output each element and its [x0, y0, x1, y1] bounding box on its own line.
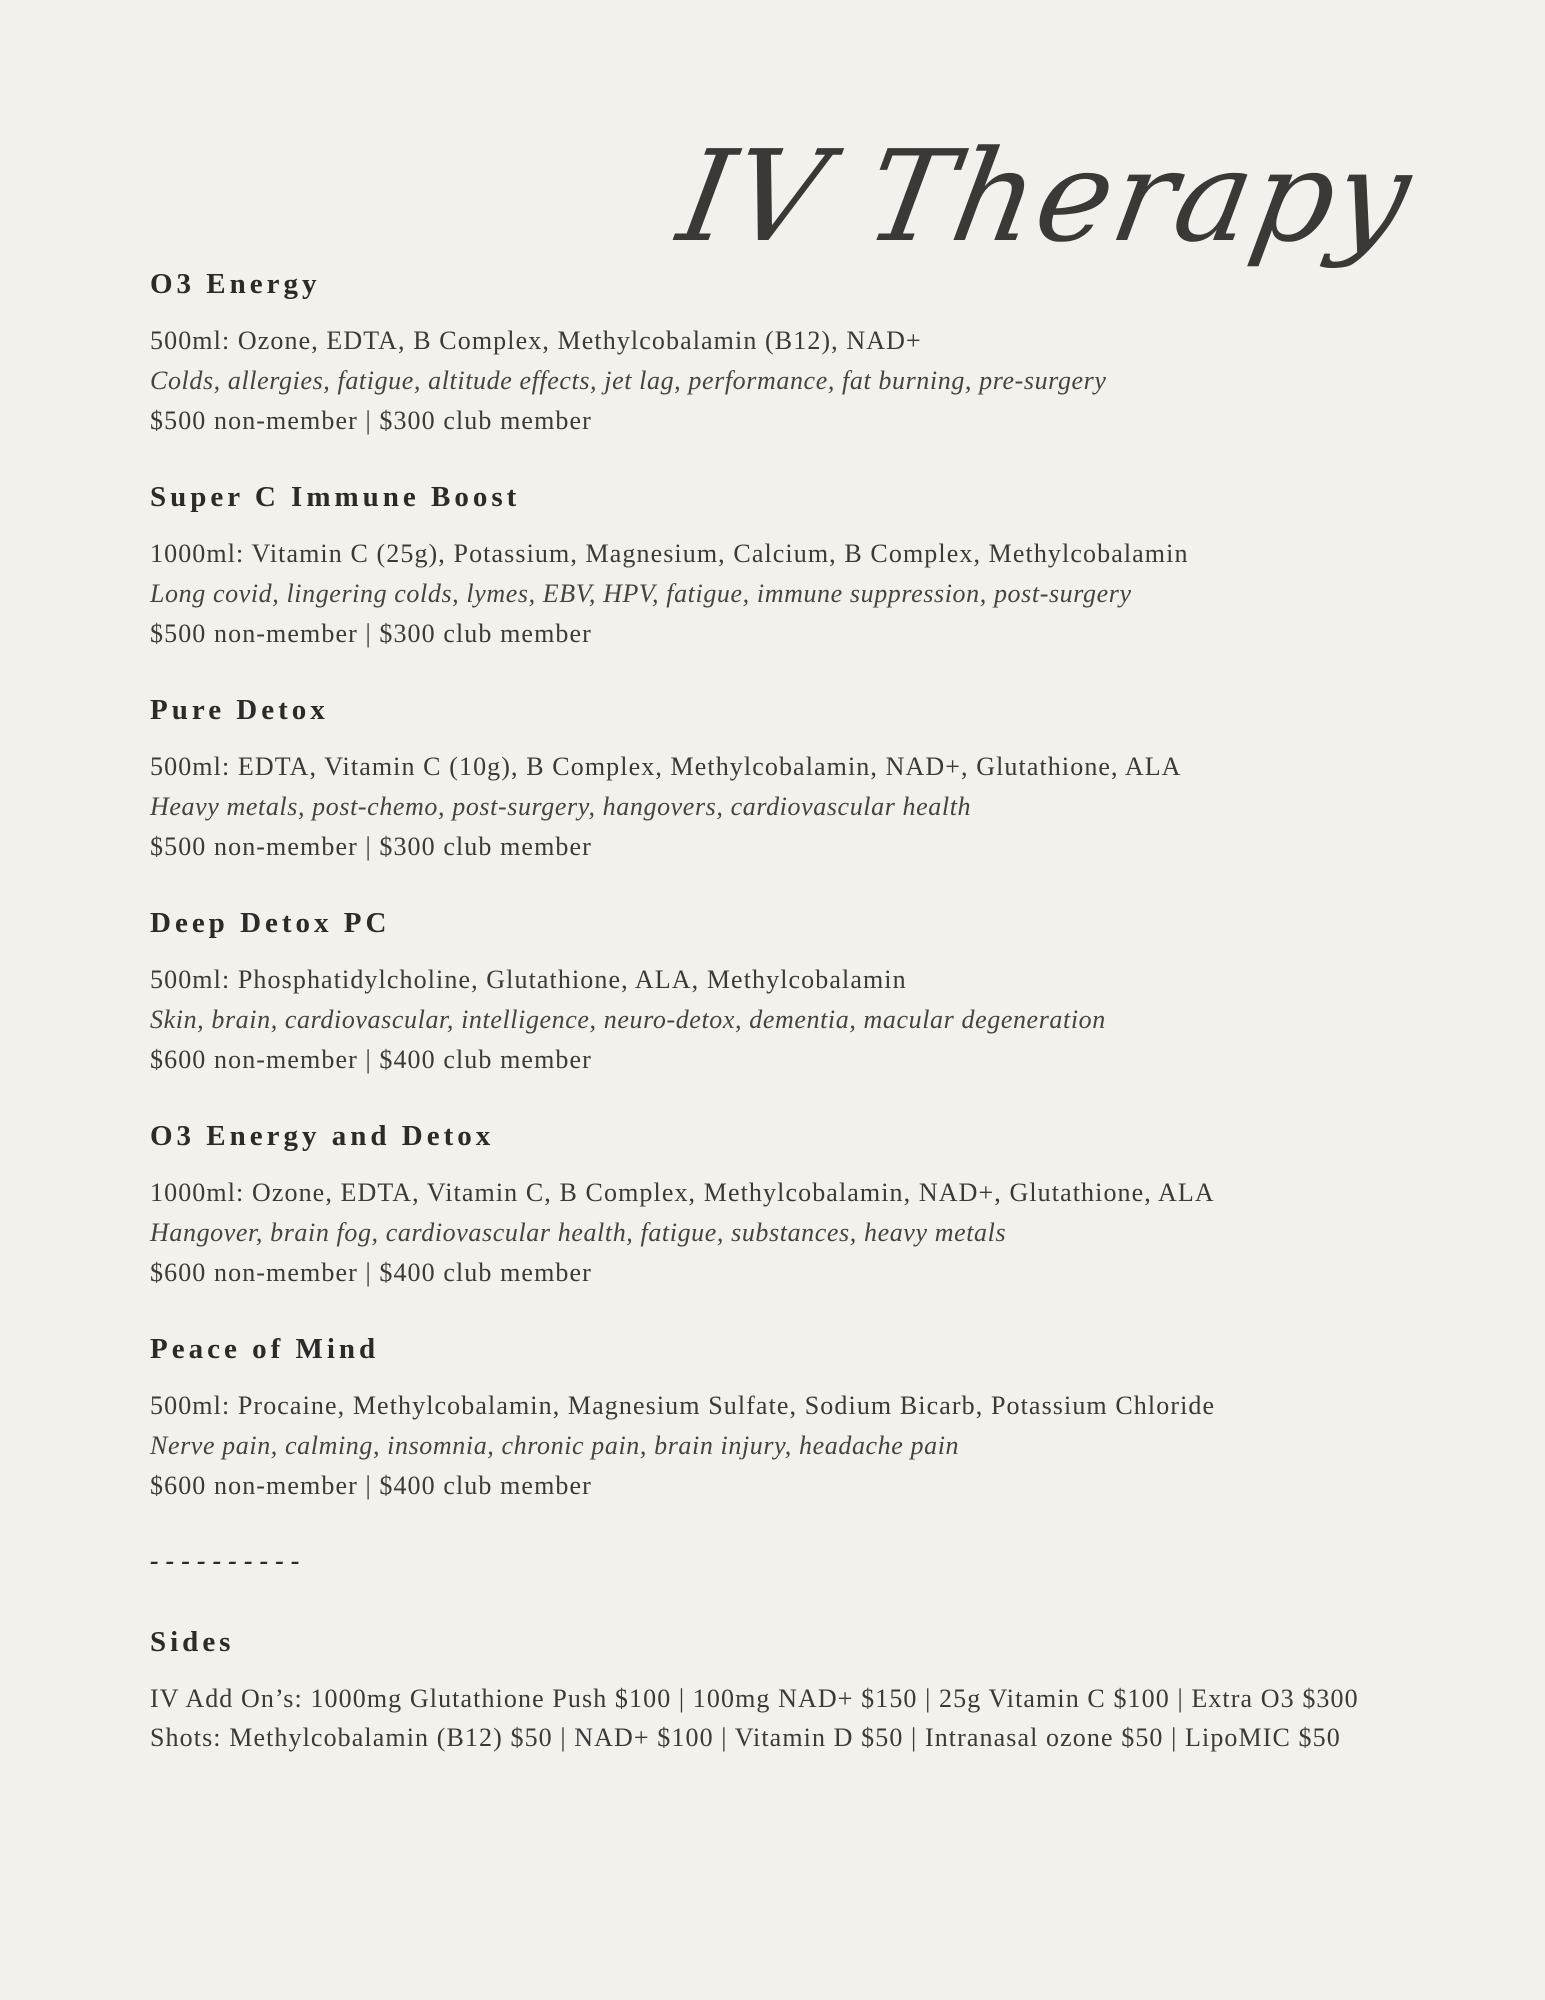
section-heading: O3 Energy — [150, 268, 321, 300]
section-price: $600 non-member | $400 club member — [150, 1471, 592, 1500]
menu-section — [150, 1333, 1530, 1499]
sides-heading: Sides — [150, 1626, 235, 1658]
section-ingredients: 500ml: EDTA, Vitamin C (10g), B Complex, Methylcobalamin, NAD+, Glutathione, ALA — [150, 752, 1182, 781]
section-heading: Pure Detox — [150, 694, 329, 726]
menu-section — [150, 268, 1530, 434]
section-price: $500 non-member | $300 club member — [150, 619, 592, 648]
sides-section — [150, 1626, 1530, 1751]
section-divider: ---------- — [150, 1546, 307, 1575]
section-heading: O3 Energy and Detox — [150, 1120, 495, 1152]
section-uses: Nerve pain, calming, insomnia, chronic pain, brain injury, headache pain — [150, 1431, 960, 1460]
section-price: $500 non-member | $300 club member — [150, 406, 592, 435]
section-ingredients: 500ml: Ozone, EDTA, B Complex, Methylcobalamin (B12), NAD+ — [150, 326, 922, 355]
section-ingredients: 500ml: Phosphatidylcholine, Glutathione, ALA, Methylcobalamin — [150, 965, 907, 994]
section-ingredients: 500ml: Procaine, Methylcobalamin, Magnesium Sulfate, Sodium Bicarb, Potassium Chloride — [150, 1391, 1216, 1420]
section-price: $600 non-member | $400 club member — [150, 1045, 592, 1074]
menu-content — [150, 268, 1530, 1798]
section-ingredients: 1000ml: Vitamin C (25g), Potassium, Magnesium, Calcium, B Complex, Methylcobalamin — [150, 539, 1189, 568]
section-uses: Skin, brain, cardiovascular, intelligence, neuro-detox, dementia, macular degeneration — [150, 1005, 1106, 1034]
section-price: $500 non-member | $300 club member — [150, 832, 592, 861]
section-ingredients: 1000ml: Ozone, EDTA, Vitamin C, B Complex, Methylcobalamin, NAD+, Glutathione, ALA — [150, 1178, 1215, 1207]
section-price: $600 non-member | $400 club member — [150, 1258, 592, 1287]
section-uses: Hangover, brain fog, cardiovascular health, fatigue, substances, heavy metals — [150, 1218, 1007, 1247]
section-heading: Deep Detox PC — [150, 907, 391, 939]
page-title: IV Therapy — [669, 122, 1423, 270]
menu-section — [150, 907, 1530, 1073]
section-uses: Long covid, lingering colds, lymes, EBV, HPV, fatigue, immune suppression, post-surgery — [150, 579, 1132, 608]
section-uses: Colds, allergies, fatigue, altitude effects, jet lag, performance, fat burning, pre-surgery — [150, 366, 1107, 395]
menu-section — [150, 1120, 1530, 1286]
section-uses: Heavy metals, post-chemo, post-surgery, hangovers, cardiovascular health — [150, 792, 972, 821]
menu-section — [150, 694, 1530, 860]
sides-addons-line: IV Add On’s: 1000mg Glutathione Push $100 | 100mg NAD+ $150 | 25g Vitamin C $100 | Extra O3 $300 — [150, 1684, 1359, 1713]
menu-section — [150, 481, 1530, 647]
section-heading: Super C Immune Boost — [150, 481, 521, 513]
sides-shots-line: Shots: Methylcobalamin (B12) $50 | NAD+ $100 | Vitamin D $50 | Intranasal ozone $50 | LipoMIC $50 — [150, 1723, 1341, 1752]
section-heading: Peace of Mind — [150, 1333, 380, 1365]
menu-sections — [150, 268, 1530, 1499]
